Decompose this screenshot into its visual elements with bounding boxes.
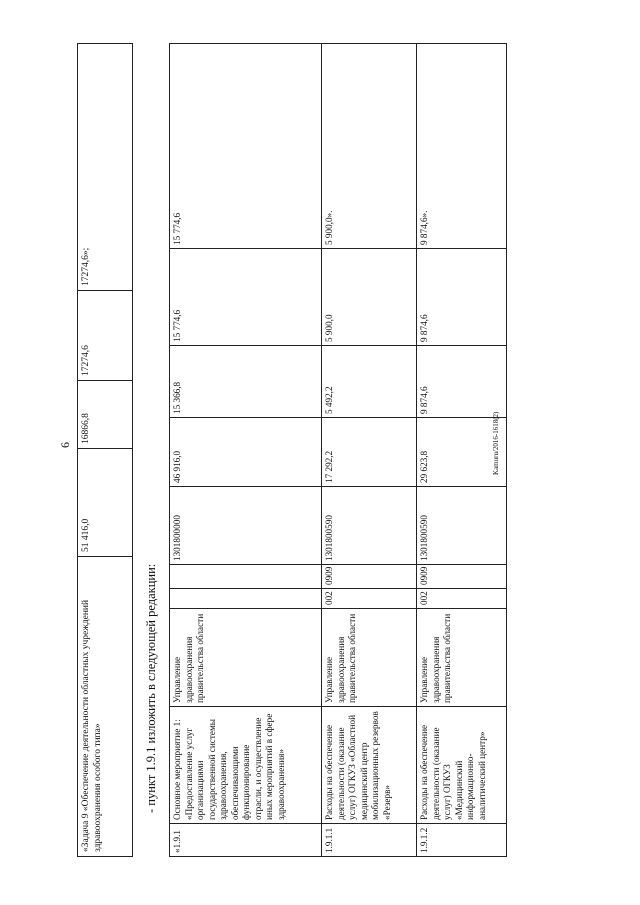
task-total: 51 416,0 (78, 449, 133, 557)
row-name: Расходы на обеспечение деятельности (оказание услуг) ОГКУЗ «Областной медицинский центр мобилизационных резервов «Резерв» (322, 707, 417, 824)
rotated-content (77, 44, 497, 857)
row-number: 1.9.1.2 (417, 824, 507, 857)
table-row (170, 44, 322, 857)
row-2017: 5 900,0 (322, 249, 417, 346)
row-csr: 1301800000 (170, 487, 322, 565)
task-2017: 17274,6 (78, 291, 133, 381)
task-row (78, 44, 133, 857)
row-2017: 9 874,6 (417, 249, 507, 346)
row-2017: 15 774,6 (170, 249, 322, 346)
row-total: 46 916,0 (170, 418, 322, 487)
row-executor: Управление здравоохранения правительства области (170, 609, 322, 707)
row-total: 17 292,2 (322, 418, 417, 487)
row-name: Основное мероприятие 1: «Предоставление услуг организациями государственной системы здравоохранения, обеспечивающими функционирование отрасли, и осуществление иных мероприятий в сфере здравоохранения» (170, 707, 322, 824)
document-code: Kamuru/2016-1618(2) (492, 411, 500, 475)
row-csr: 1301800590 (417, 487, 507, 565)
task-label: «Задача 9 «Обеспечение деятельности областных учреждений здравоохранения особого типа» (78, 557, 133, 857)
row-rzpr: 0909 (322, 565, 417, 589)
row-grbs (170, 589, 322, 609)
task-table (77, 43, 133, 857)
row-total: 29 623,8 (417, 418, 507, 487)
table-row (322, 44, 417, 857)
row-number: «1.9.1 (170, 824, 322, 857)
row-2018: 5 900,0». (322, 44, 417, 249)
row-grbs: 002 (417, 589, 507, 609)
row-csr: 1301800590 (322, 487, 417, 565)
row-executor: Управление здравоохранения правительства области (417, 609, 507, 707)
task-2016: 16866,8 (78, 381, 133, 449)
program-table (169, 43, 507, 857)
row-name: Расходы на обеспечение деятельности (оказание услуг) ОГКУЗ «Медицинский информационно-аналитический центр» (417, 707, 507, 824)
row-2016: 9 874,6 (417, 346, 507, 418)
amendment-instruction: - пункт 1.9.1 изложить в следующей редакции: (143, 563, 158, 813)
row-rzpr: 0909 (417, 565, 507, 589)
row-2018: 9 874,6». (417, 44, 507, 249)
row-rzpr (170, 565, 322, 589)
row-2018: 15 774,6 (170, 44, 322, 249)
table-row (417, 44, 507, 857)
row-2016: 15 366,8 (170, 346, 322, 418)
row-grbs: 002 (322, 589, 417, 609)
page-number: 6 (57, 442, 72, 448)
row-number: 1.9.1.1 (322, 824, 417, 857)
row-2016: 5 492,2 (322, 346, 417, 418)
row-executor: Управление здравоохранения правительства области (322, 609, 417, 707)
task-2018: 17274,6»; (78, 44, 133, 291)
